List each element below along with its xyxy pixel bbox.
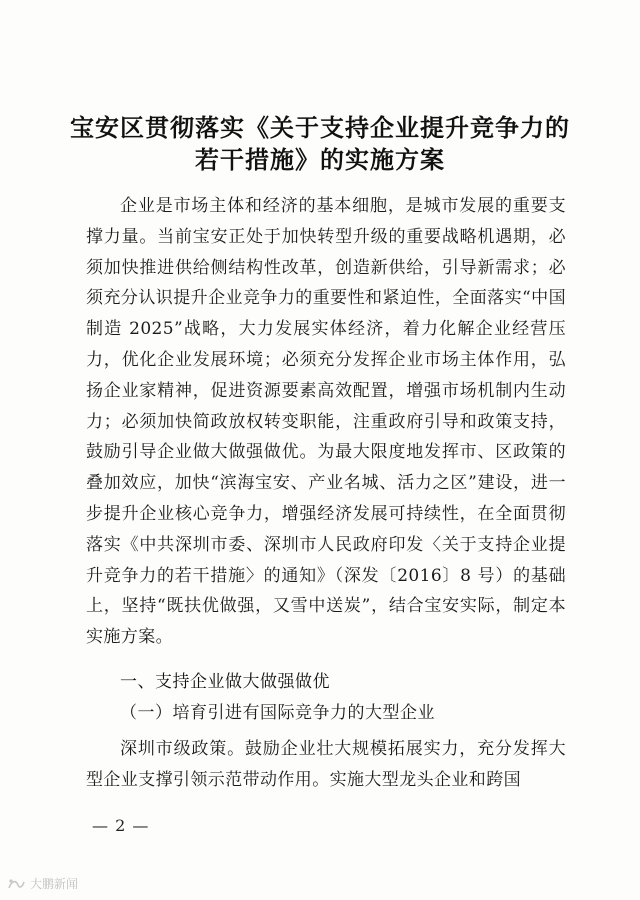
body-paragraph: 深圳市级政策。鼓励企业壮大规模拓展实力，充分发挥大型企业支撑引领示范带动作用。实施大型龙头企业和跨国 xyxy=(86,739,566,790)
document-title-line-1: 宝安区贯彻落实《关于支持企业提升竞争力的 xyxy=(70,113,570,142)
intro-paragraph: 企业是市场主体和经济的基本细胞，是城市发展的重要支撑力量。当前宝安正处于加快转型升级的重要战略机遇期，必须加快推进供给侧结构性改革，创造新供给，引导新需求；必须充分认识提升企业竞争力的重要性和紧迫性，全面落实“中国制造 2025”战略，大力发展实体经济，着力化解企业经营压力，优化企业发展环境；必须充分发挥企业市场主体作用，弘扬企业家精神，促进资源要素高效配置，增强市场机制内生动力；必须加快简政放权转变职能，注重政府引导和政策支持，鼓励引导企业做大做强做优。为最大限度地发挥市、区政策的叠加效应，加快“滨海宝安、产业名城、活力之区”建设，进一步提升企业核心竞争力，增强经济发展可持续性，在全面贯彻落实《中共深圳市委、深圳市人民政府印发〈关于支持企业提升竞争力的若干措施〉的通知》（深发〔2016〕8 号）的基础上，坚持“既扶优做强，又雪中送炭”，结合宝安实际，制定本实施方案。 xyxy=(86,196,566,648)
watermark xyxy=(6,876,78,892)
watermark-logo-icon xyxy=(6,876,26,892)
document-title-line-2: 若干措施》的实施方案 xyxy=(195,145,445,174)
subsection-heading-1: （一）培育引进有国际竞争力的大型企业 xyxy=(120,703,435,723)
watermark-text: 大鹏新闻 xyxy=(30,877,79,891)
section-heading-1: 一、支持企业做大做强做优 xyxy=(120,672,330,692)
page-number: — 2 — xyxy=(92,816,150,835)
